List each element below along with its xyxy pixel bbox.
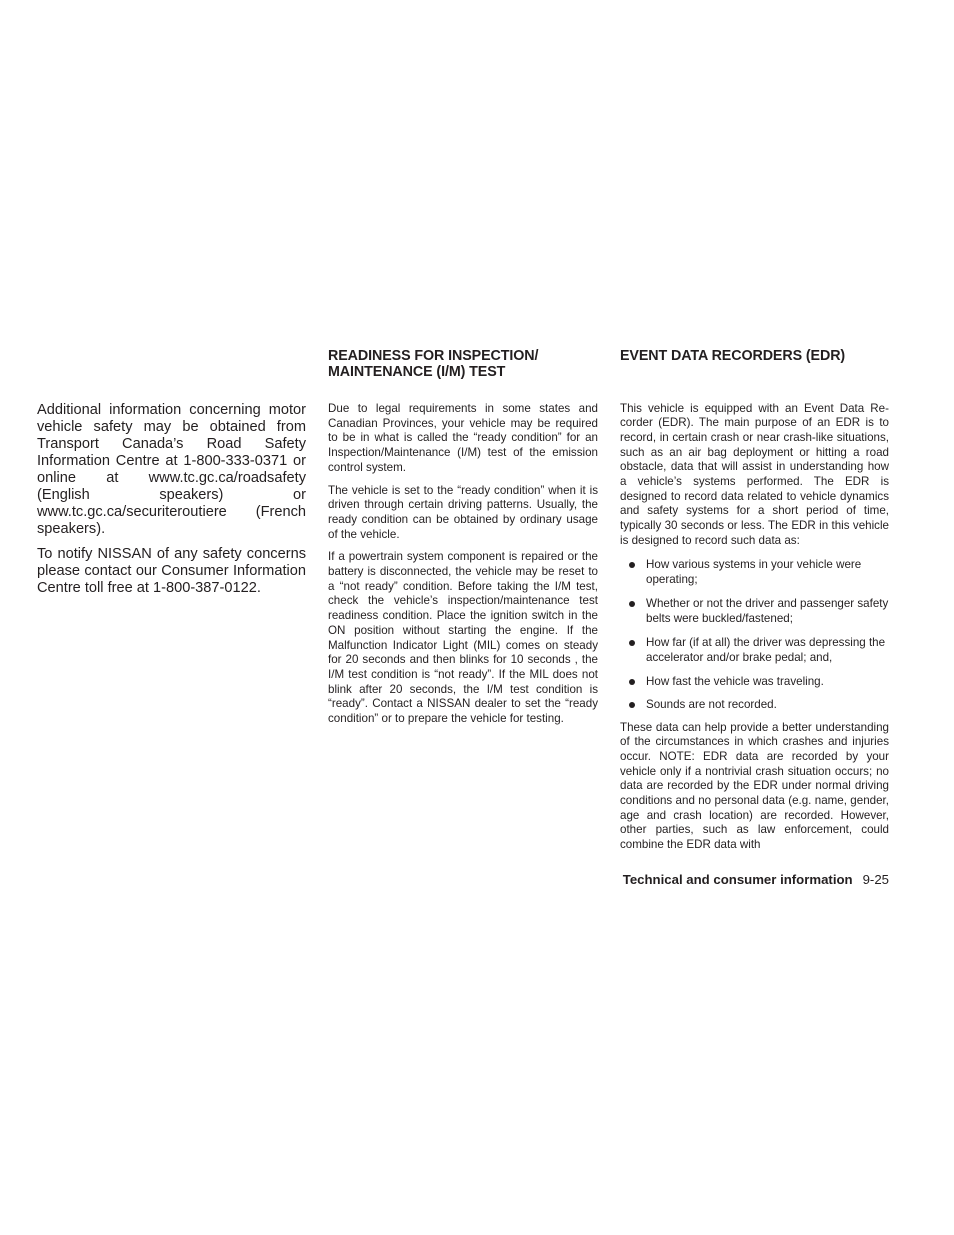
im-test-paragraph-3: If a powertrain system component is repaired or the battery is disconnected, the vehicle may be reset to a “not ready” condition. Before taking the I/M test, check the vehicle’s inspection/maintenance test readiness condition. Place the ignition switch in the ON position without starting the engine. If the Malfunction Indicator Light (MIL) comes on steady for 20 seconds and then blinks for 10 seconds , the I/M test condition is “not ready”. If the MIL does not blink after 20 seconds, the I/M test condition is “ready”. Contact a NISSAN dealer to set the “ready condition” or to prepare the vehicle for testing. — [328, 550, 598, 726]
footer-section-title: Technical and consumer information — [622, 872, 853, 887]
im-test-paragraph-2: The vehicle is set to the “ready condition” when it is driven through certain driving patterns. Usually, the ready condition can be obtained by ordinary usage of the vehicle. — [328, 483, 598, 541]
bullet-icon — [629, 640, 635, 646]
list-item-text: How various systems in your vehicle were operating; — [646, 557, 862, 587]
list-item-text: How far (if at all) the driver was depressing the accelerator and/or brake pedal; and, — [646, 635, 886, 665]
list-item-text: Whether or not the driver and passenger safety belts were buckled/fastened; — [646, 596, 889, 626]
list-item — [620, 635, 889, 666]
list-item — [620, 674, 889, 690]
transport-canada-paragraph: Additional information concerning motor vehicle safety may be obtained from Transport Canada’s Road Safety Information Centre at 1-800-333-0371 or online at www.tc.gc.ca/roadsafety (English speakers) or www.tc.gc.ca/securiteroutiere (French speakers). — [37, 402, 306, 537]
im-test-heading: READINESS FOR INSPECTION/ MAINTENANCE (I/M) TEST — [328, 348, 539, 380]
list-item — [620, 697, 889, 713]
edr-paragraph-1: This vehicle is equipped with an Event Data Recorder (EDR). The main purpose of an EDR is to record, in certain crash or near crash-like situations, such as an air bag deployment or hitting a road obstacle, data that will assist in understanding how a vehicle’s systems performed. The EDR is designed to record data related to vehicle dynamics and safety systems for a short period of time, typically 30 seconds or less. The EDR in this vehicle is designed to record such data as: — [620, 401, 889, 547]
bullet-icon — [629, 702, 635, 708]
edr-data-list — [620, 557, 889, 713]
edr-paragraph-2: These data can help provide a better understanding of the circumstances in which crashes and injuries occur. NOTE: EDR data are recorded by your vehicle only if a nontrivial crash situation occurs; no data are recorded by the EDR under normal driving conditions and no personal data (e.g. name, gender, age and crash location) are recorded. However, other parties, such as law enforcement, could combine the EDR data with — [620, 720, 889, 852]
right-column — [620, 349, 889, 861]
page-footer — [623, 872, 889, 887]
page-number: 9-25 — [862, 872, 889, 887]
list-item-text: How fast the vehicle was traveling. — [646, 674, 824, 688]
bullet-icon — [629, 679, 635, 685]
nissan-contact-paragraph: To notify NISSAN of any safety concerns please contact our Consumer Information Centre toll free at 1-800-387-0122. — [37, 546, 306, 596]
bullet-icon — [629, 601, 635, 607]
list-item — [620, 557, 889, 588]
list-item-text: Sounds are not recorded. — [646, 698, 777, 712]
middle-column — [328, 349, 598, 735]
left-column — [37, 402, 306, 605]
im-test-paragraph-1: Due to legal requirements in some states and Canadian Provinces, your vehicle may be required to be in what is called the “ready condition” for an Inspection/Maintenance (I/M) test of the emission control system. — [328, 402, 598, 474]
edr-heading: EVENT DATA RECORDERS (EDR) — [620, 348, 846, 364]
bullet-icon — [629, 562, 635, 568]
list-item — [620, 596, 889, 627]
